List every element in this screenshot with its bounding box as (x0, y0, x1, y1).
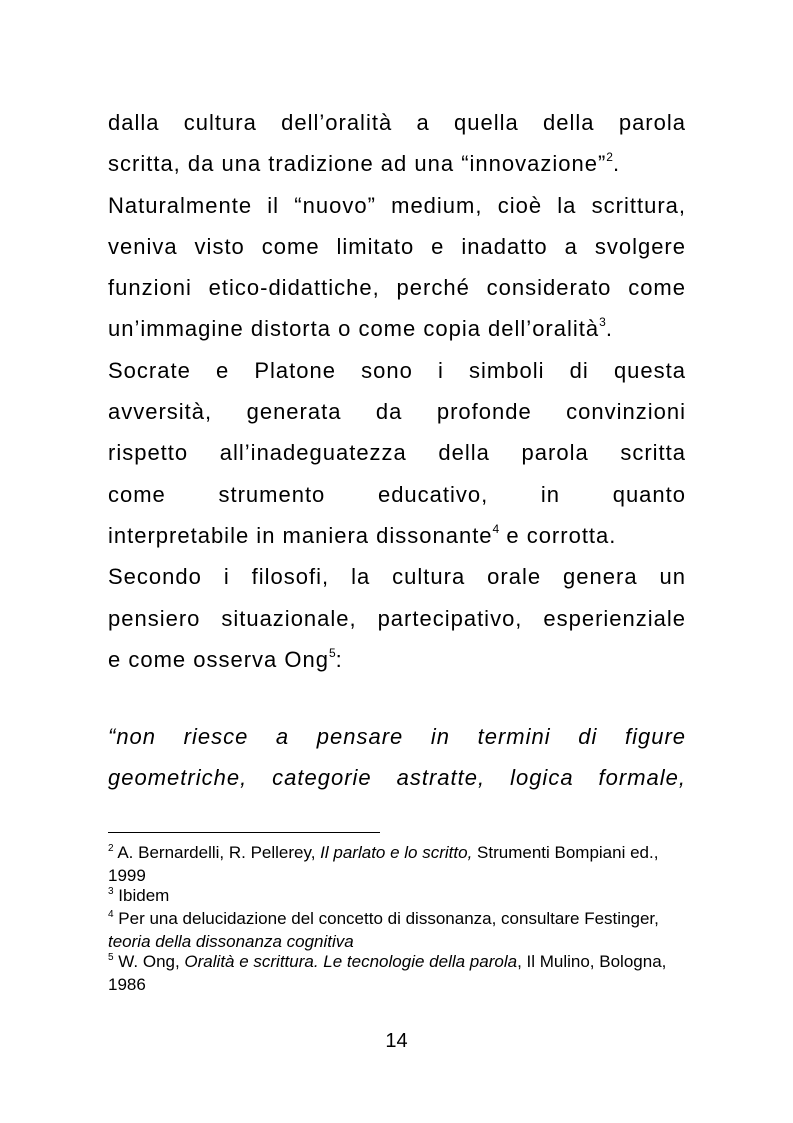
footnote-separator (108, 832, 380, 833)
body-line-text: e come osserva Ong (108, 646, 329, 672)
body-line (108, 474, 686, 515)
body-line (108, 350, 686, 391)
footnote-number: 2 (108, 843, 114, 854)
body-line (108, 102, 686, 143)
body-line-text: scritta, da una tradizione ad una “innovazione” (108, 151, 607, 177)
footnote (108, 909, 688, 952)
footnote-post: , Il Mulino, Bologna, 1986 (108, 952, 672, 994)
body-line-tail: e corrotta. (499, 522, 617, 548)
footnote (108, 843, 688, 886)
body-line (108, 226, 686, 267)
footnote-ital: teoria della dissonanza cognitiva (108, 932, 354, 951)
body-line (108, 267, 686, 308)
body-line (108, 515, 686, 556)
body-line (108, 308, 686, 349)
footnote-post: Strumenti Bompiani ed., 1999 (108, 843, 664, 885)
page-number: 14 (385, 1030, 408, 1052)
body-line-text: pensiero situazionale, partecipativo, esperienziale (108, 605, 686, 631)
body-line-text: veniva visto come limitato e inadatto a svolgere (108, 233, 686, 259)
footnote-pre: W. Ong, (113, 952, 185, 971)
footnote-ital: Oralità e scrittura. Le tecnologie della parola (184, 952, 518, 971)
body-line (108, 143, 686, 184)
footnote-reference: 5 (328, 645, 336, 660)
footnote-pre: A. Bernardelli, R. Pellerey, (113, 843, 321, 862)
footnote-number: 4 (108, 909, 114, 920)
body-line-text: dalla cultura dell’oralità a quella della parola (108, 110, 686, 135)
quote-line: “non riesce a pensare in termini di figure (108, 724, 686, 750)
body-line (108, 639, 686, 680)
footnote-reference: 2 (606, 150, 613, 165)
body-line-text: interpretabile in maniera dissonante (108, 522, 493, 548)
body-line-text: rispetto all’inadeguatezza della parola scritta (108, 440, 686, 466)
body-line-text: avversità, generata da profonde convinzioni (108, 399, 686, 425)
footnote-pre: Ibidem (113, 886, 170, 905)
body-line-tail: . (612, 151, 621, 177)
body-line (108, 185, 686, 226)
body-line (108, 598, 686, 639)
body-line-text: un’immagine distorta o come copia dell’oralità (108, 316, 600, 342)
footnote (108, 886, 688, 909)
body-line-text: funzioni etico-didattiche, perché considerato come (108, 275, 686, 301)
footnote-reference: 4 (492, 521, 500, 536)
body-line-text: Socrate e Platone sono i simboli di questa (108, 357, 686, 383)
footnote (108, 952, 688, 995)
footnotes (108, 843, 688, 995)
footnote-ital: Il parlato e lo scritto, (320, 843, 473, 862)
body-line-text: Secondo i filosofi, la cultura orale genera un (108, 564, 686, 590)
body-line-tail: : (335, 646, 343, 672)
body-line (108, 556, 686, 597)
body-line-text: Naturalmente il “nuovo” medium, cioè la scrittura, (108, 192, 686, 218)
body-line (108, 432, 686, 473)
body-line-tail: . (605, 316, 613, 342)
footnote-pre: Per una delucidazione del concetto di dissonanza, consultare Festinger, (113, 909, 664, 928)
body-line-text: come strumento educativo, in quanto (108, 481, 686, 507)
footnote-reference: 3 (599, 315, 606, 330)
footnote-number: 5 (108, 952, 114, 963)
body-line (108, 391, 686, 432)
quote-line: geometriche, categorie astratte, logica formale, (108, 765, 686, 791)
footnote-number: 3 (108, 886, 114, 897)
paragraph-gap (108, 680, 686, 716)
body-text (108, 102, 686, 799)
